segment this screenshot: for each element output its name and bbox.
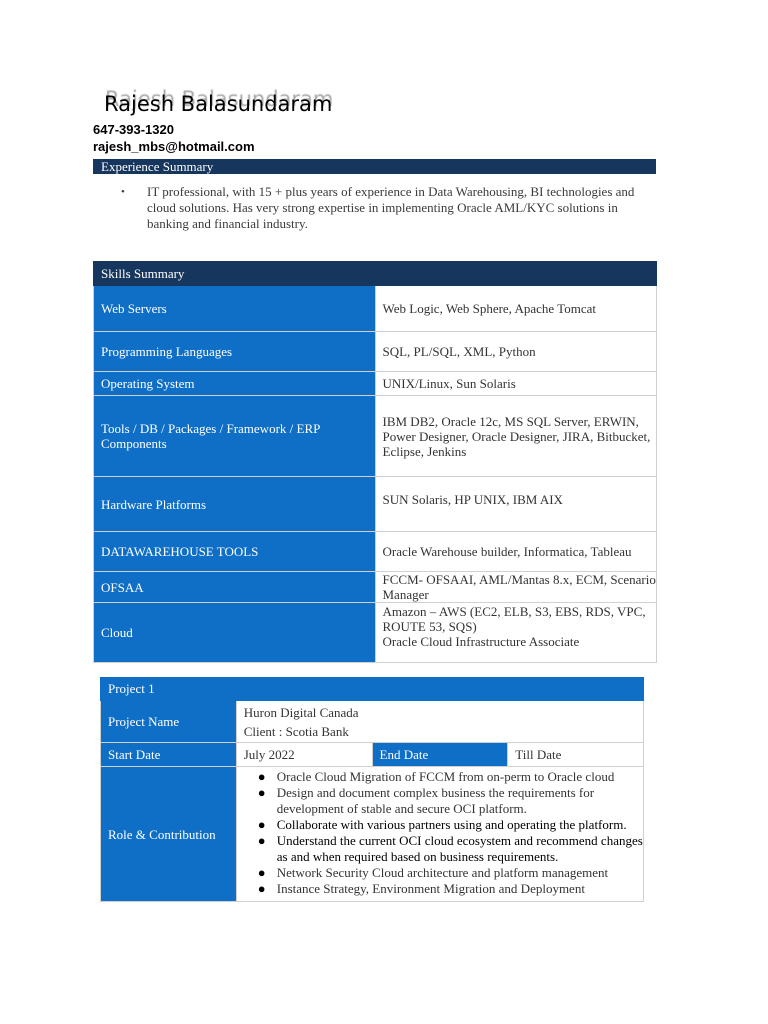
project-client: Client : Scotia Bank: [243, 723, 349, 739]
list-item: [237, 881, 643, 897]
bullet-icon: ●: [257, 833, 266, 848]
skill-label: Tools / DB / Packages / Framework / ERP Components: [94, 396, 376, 477]
role-text: Instance Strategy, Environment Migration and Deployment: [276, 881, 585, 896]
skill-value: SUN Solaris, HP UNIX, IBM AIX: [375, 477, 657, 532]
start-date-label: Start Date: [101, 743, 237, 767]
skill-value: FCCM- OFSAAI, AML/Mantas 8.x, ECM, Scenario Manager: [375, 572, 657, 603]
table-row: [94, 396, 657, 477]
bullet-icon: ●: [257, 785, 266, 800]
role-text: Design and document complex business the requirements for development of stable and secure OCI platform.: [276, 785, 595, 816]
list-item: [237, 833, 643, 865]
project-1-table: [100, 677, 644, 902]
table-row: [94, 477, 657, 532]
skill-value: IBM DB2, Oracle 12c, MS SQL Server, ERWIN, Power Designer, Oracle Designer, JIRA, Bitbucket, Eclipse, Jenkins: [375, 396, 657, 477]
skill-label: Programming Languages: [94, 332, 376, 372]
skill-label: Cloud: [94, 603, 376, 663]
list-item: [237, 785, 643, 817]
skill-label: DATAWAREHOUSE TOOLS: [94, 532, 376, 572]
skill-value: [375, 603, 657, 663]
list-item: [237, 817, 643, 833]
list-item: [237, 769, 643, 785]
email-address: rajesh_mbs@hotmail.com: [93, 139, 255, 154]
table-row: [101, 767, 644, 902]
cloud-skill-line: Oracle Cloud Infrastructure Associate: [382, 634, 580, 649]
table-header-row: [94, 262, 657, 286]
candidate-name: Rajesh Balasundaram: [104, 92, 333, 116]
project-title: Project 1: [101, 678, 644, 701]
role-text: Network Security Cloud architecture and platform management: [276, 865, 609, 880]
experience-summary-header: Experience Summary: [93, 159, 656, 174]
table-row: [94, 372, 657, 396]
role-text: Collaborate with various partners using and operating the platform.: [276, 817, 627, 832]
table-row: [94, 603, 657, 663]
skill-label: Operating System: [94, 372, 376, 396]
table-row: [101, 743, 644, 767]
bullet-icon: ●: [257, 769, 266, 784]
start-date-value: July 2022: [236, 743, 372, 767]
table-row: [101, 701, 644, 743]
list-item: [237, 865, 643, 881]
table-header-row: [101, 678, 644, 701]
skill-label: OFSAA: [94, 572, 376, 603]
skills-summary-header: Skills Summary: [94, 262, 657, 286]
role-list: [237, 767, 643, 901]
bullet-icon: ●: [257, 865, 266, 880]
skills-summary-table: [93, 261, 657, 663]
role-text: Oracle Cloud Migration of FCCM from on-perm to Oracle cloud: [276, 769, 615, 784]
role-text: Understand the current OCI cloud ecosystem and recommend changes as and when required based on business requirements.: [276, 833, 643, 864]
end-date-label: End Date: [372, 743, 508, 767]
skill-label: Hardware Platforms: [94, 477, 376, 532]
list-item: [121, 184, 641, 232]
role-contribution-value: [236, 767, 643, 902]
cloud-skill-line: Amazon – AWS (EC2, ELB, S3, EBS, RDS, VPC, ROUTE 53, SQS): [382, 604, 646, 634]
role-contribution-label: Role & Contribution: [101, 767, 237, 902]
skill-value: Web Logic, Web Sphere, Apache Tomcat: [375, 286, 657, 332]
project-name-label: Project Name: [101, 701, 237, 743]
project-name-value: [236, 701, 643, 743]
table-row: [94, 532, 657, 572]
bullet-icon: ●: [257, 881, 266, 896]
table-row: [94, 286, 657, 332]
skill-label: Web Servers: [94, 286, 376, 332]
skill-value: Oracle Warehouse builder, Informatica, Tableau: [375, 532, 657, 572]
skill-value: SQL, PL/SQL, XML, Python: [375, 332, 657, 372]
table-row: [94, 332, 657, 372]
bullet-icon: ●: [257, 817, 266, 832]
phone-number: 647-393-1320: [93, 122, 174, 137]
bullet-icon: •: [121, 186, 125, 198]
table-row: [94, 572, 657, 603]
experience-bullet-text: IT professional, with 15 + plus years of experience in Data Warehousing, BI technologies and cloud solutions. Has very strong expertise in implementing Oracle AML/KYC solutions in banking and financial industry.: [147, 184, 635, 231]
end-date-value: Till Date: [508, 743, 644, 767]
experience-summary-list: [121, 184, 641, 232]
skill-value: UNIX/Linux, Sun Solaris: [375, 372, 657, 396]
project-company: Huron Digital Canada: [243, 704, 359, 720]
